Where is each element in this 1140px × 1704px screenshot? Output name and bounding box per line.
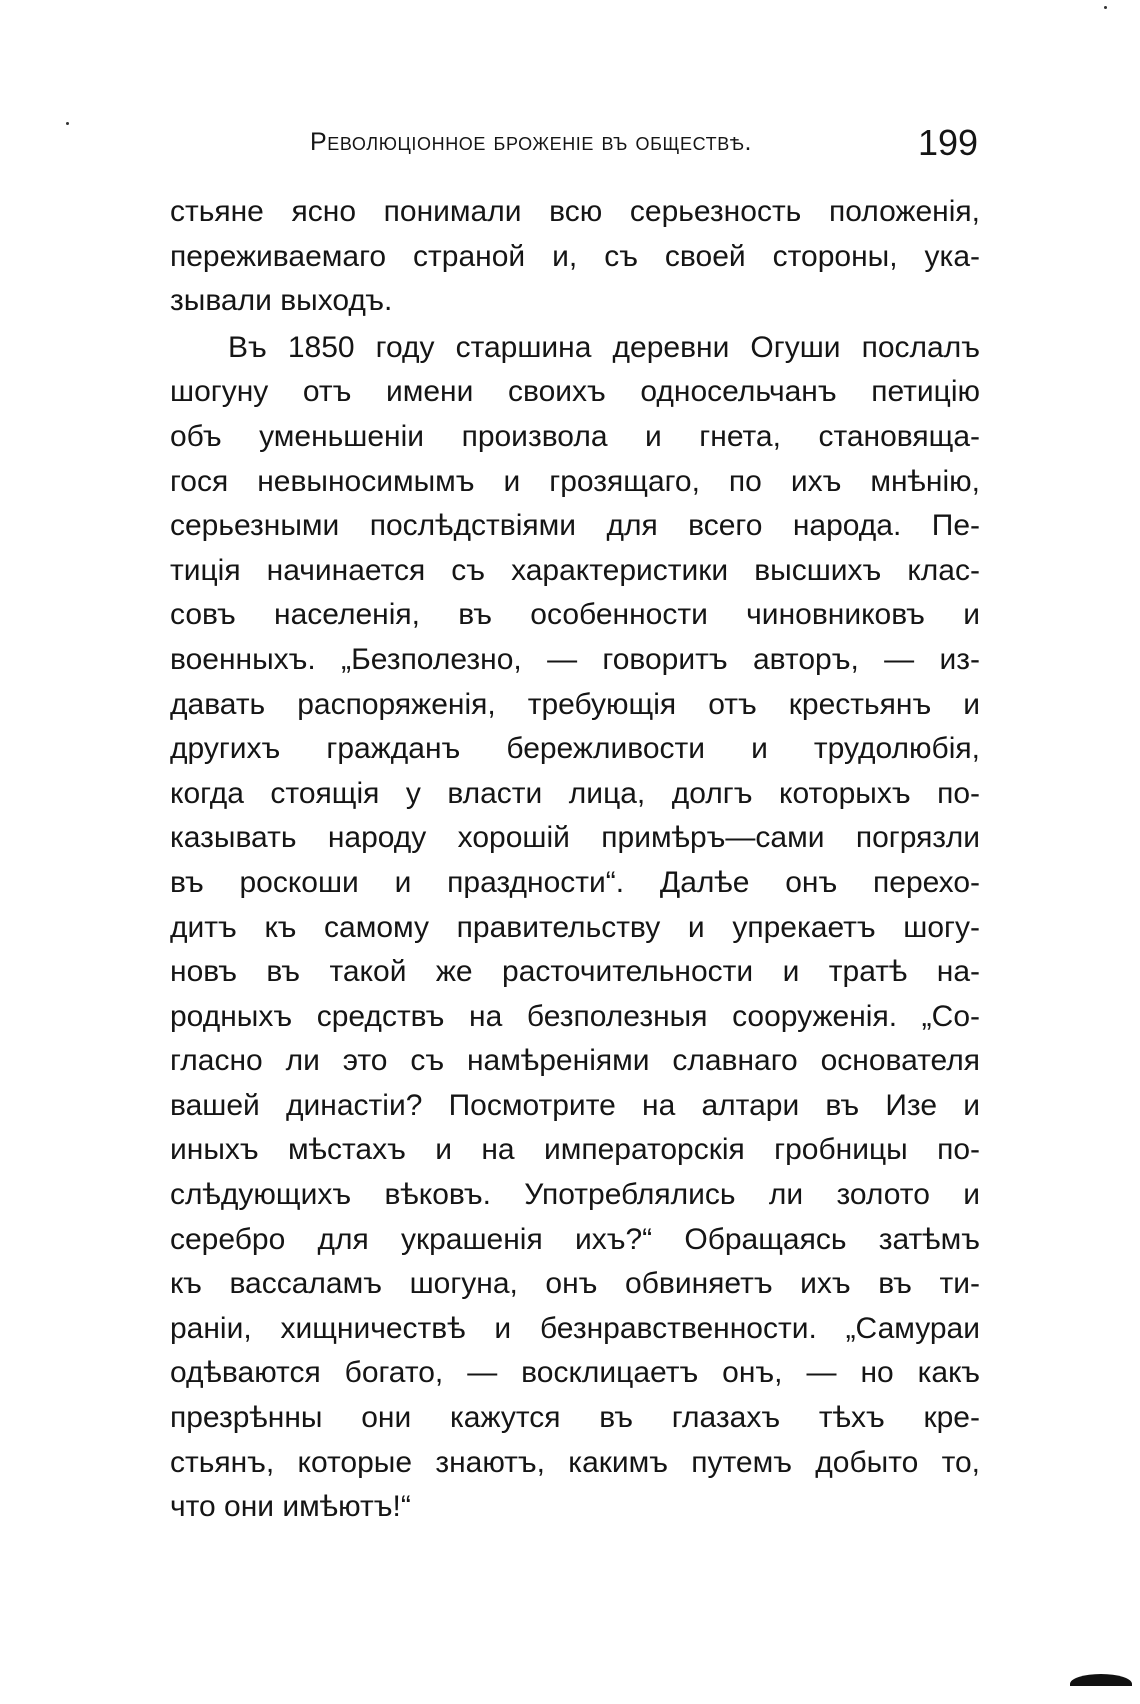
- text-line: дитъ къ самому правительству и упрекаетъ шогу-: [170, 910, 980, 944]
- scan-speck: [1104, 6, 1107, 9]
- text-line: одѣваются богато, — восклицаетъ онъ, — но какъ: [170, 1356, 980, 1390]
- text-line: Въ 1850 году старшина деревни Огуши послалъ: [228, 330, 980, 364]
- body-text: [170, 190, 980, 1530]
- text-line: серебро для украшенія ихъ?“ Обращаясь затѣмъ: [170, 1222, 980, 1256]
- text-line: серьезными послѣдствіями для всего народа. Пе-: [170, 509, 980, 543]
- text-line: вашей династіи? Посмотрите на алтари въ Изе и: [170, 1088, 980, 1122]
- text-line: военныхъ. „Безполезно, — говоритъ авторъ, — из-: [170, 642, 980, 676]
- text-line: переживаемаго страной и, съ своей стороны, ука-: [170, 239, 980, 273]
- text-line: стьянъ, которые знаютъ, какимъ путемъ добыто то,: [170, 1445, 980, 1479]
- text-line: презрѣнны они кажутся въ глазахъ тѣхъ кре-: [170, 1401, 980, 1435]
- text-line: раніи, хищничествѣ и безнравственности. „Самураи: [170, 1311, 980, 1345]
- text-line: давать распоряженія, требующія отъ крестьянъ и: [170, 687, 980, 721]
- scan-speck: [66, 122, 69, 125]
- text-line: когда стоящія у власти лица, долгъ которыхъ по-: [170, 776, 980, 810]
- text-line: объ уменьшеніи произвола и гнета, становяща-: [170, 419, 980, 453]
- text-line: стьяне ясно понимали всю серьезность положенія,: [170, 195, 980, 228]
- page-number: 199: [918, 122, 979, 163]
- text-line: что они имѣютъ!“: [170, 1490, 411, 1524]
- text-line: родныхъ средствъ на безполезныя сооруженія. „Со-: [170, 999, 980, 1033]
- text-line: въ роскоши и праздности“. Далѣе онъ перехо-: [170, 865, 980, 899]
- text-line: гласно ли это съ намѣреніями славнаго основателя: [170, 1044, 980, 1078]
- running-head: [0, 122, 1140, 162]
- text-line: другихъ гражданъ бережливости и трудолюбія,: [170, 732, 980, 766]
- running-title: Революціонное броженіе въ обществѣ.: [310, 128, 752, 156]
- paragraph-1: [170, 190, 980, 324]
- page-edge-mark: [1070, 1674, 1132, 1686]
- text-line: совъ населенія, въ особенности чиновниковъ и: [170, 598, 980, 632]
- text-line: слѣдующихъ вѣковъ. Употреблялись ли золото и: [170, 1178, 980, 1212]
- text-line: иныхъ мѣстахъ и на императорскія гробницы по-: [170, 1133, 980, 1167]
- text-line: къ вассаламъ шогуна, онъ обвиняетъ ихъ въ ти-: [170, 1267, 980, 1301]
- text-line: казывать народу хорошій примѣръ—сами погрязли: [170, 821, 980, 855]
- text-line: гося невыносимымъ и грозящаго, по ихъ мнѣнію,: [170, 464, 980, 498]
- text-line: шогуну отъ имени своихъ односельчанъ петицію: [170, 375, 980, 409]
- paragraph-2: [170, 326, 980, 1530]
- text-line: новъ въ такой же расточительности и тратѣ на-: [170, 955, 980, 989]
- text-line: зывали выходъ.: [170, 284, 393, 318]
- text-line: тиція начинается съ характеристики высшихъ клас-: [170, 553, 980, 587]
